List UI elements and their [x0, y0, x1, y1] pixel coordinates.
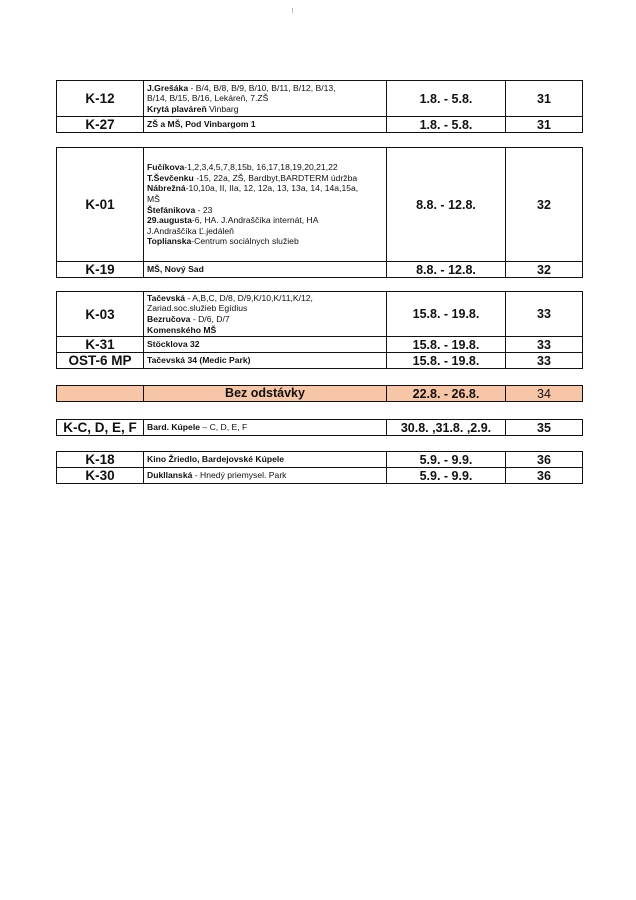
week-number: 32	[506, 262, 583, 278]
table-row	[57, 337, 583, 353]
location-line: Toplianska-Centrum sociálnych služieb	[147, 236, 299, 247]
week-number: 34	[506, 386, 583, 402]
location-line: Fučíkova-1,2,3,4,5,7,8,15b, 16,17,18,19,20,21,22	[147, 162, 338, 173]
circuit-code: K-31	[57, 337, 144, 353]
location-line: Krytá plaváreň Vinbarg	[147, 103, 239, 114]
outage-dates: 22.8. - 26.8.	[387, 386, 506, 402]
circuit-code: K-27	[57, 117, 144, 133]
schedule-group-week-31	[56, 80, 583, 133]
location-line: J.Grešáka - B/4, B/8, B/9, B/10, B/11, B/12, B/13,	[147, 82, 336, 93]
week-number: 32	[506, 148, 583, 262]
location-line: MŠ	[147, 193, 160, 204]
outage-dates: 5.9. - 9.9.	[387, 452, 506, 468]
table-row-no-outage	[57, 386, 583, 402]
location-list	[144, 468, 387, 484]
location-line: Bard. Kúpele – C, D, E, F	[147, 422, 248, 433]
week-number: 35	[506, 420, 583, 436]
outage-dates: 8.8. - 12.8.	[387, 262, 506, 278]
schedule-group-week-34	[56, 385, 583, 402]
table-row	[57, 117, 583, 133]
table-row	[57, 353, 583, 369]
location-list	[144, 353, 387, 369]
circuit-code: K-12	[57, 81, 144, 117]
location-line: Štefánikova - 23	[147, 204, 213, 215]
location-line: Bezručova - D/6, D/7	[147, 314, 230, 324]
location-line: ZŠ a MŠ, Pod Vinbargom 1	[147, 119, 256, 130]
location-line: MŠ, Nový Sad	[147, 264, 204, 275]
week-number: 33	[506, 337, 583, 353]
circuit-code: K-01	[57, 148, 144, 262]
outage-dates: 15.8. - 19.8.	[387, 353, 506, 369]
location-line: J.Andraščíka Ľ.jedáleň	[147, 225, 234, 236]
table-row	[57, 468, 583, 484]
location-line: B/14, B/15, B/16, Lekáreň, 7.ZŠ	[147, 93, 269, 104]
table-row	[57, 148, 583, 262]
location-line: Zariad.soc.služieb Egídius	[147, 303, 248, 314]
circuit-code: K-03	[57, 292, 144, 337]
location-list	[144, 337, 387, 353]
location-list	[144, 81, 387, 117]
outage-dates: 8.8. - 12.8.	[387, 148, 506, 262]
outage-dates: 1.8. - 5.8.	[387, 81, 506, 117]
circuit-code: K-19	[57, 262, 144, 278]
outage-dates: 15.8. - 19.8.	[387, 337, 506, 353]
location-line: Dukllanská - Hnedý priemysel. Park	[147, 470, 287, 481]
outage-dates: 30.8. ,31.8. ,2.9.	[387, 420, 506, 436]
schedule-group-week-32	[56, 147, 583, 278]
location-list	[144, 292, 387, 337]
location-line: 29.augusta-6, HA. J.Andraščíka internát, HA	[147, 215, 319, 226]
table-row	[57, 452, 583, 468]
location-line: Stöcklova 32	[147, 339, 200, 350]
outage-dates: 5.9. - 9.9.	[387, 468, 506, 484]
week-number: 36	[506, 452, 583, 468]
circuit-code: K-C, D, E, F	[57, 420, 144, 436]
table-row	[57, 81, 583, 117]
week-number: 33	[506, 292, 583, 337]
week-number: 31	[506, 117, 583, 133]
location-list	[144, 262, 387, 278]
outage-dates: 1.8. - 5.8.	[387, 117, 506, 133]
table-row	[57, 420, 583, 436]
no-outage-label: Bez odstávky	[144, 386, 387, 402]
schedule-group-week-36	[56, 451, 583, 484]
location-line: Komenského MŠ	[147, 324, 217, 335]
location-list	[144, 420, 387, 436]
table-row	[57, 262, 583, 278]
empty-cell	[57, 386, 144, 402]
location-line: Kino Žriedlo, Bardejovské Kúpele	[147, 454, 285, 465]
outage-dates: 15.8. - 19.8.	[387, 292, 506, 337]
week-number: 36	[506, 468, 583, 484]
location-line: Nábrežná-10,10a, II, IIa, 12, 12a, 13, 13a, 14, 14a,15a,	[147, 183, 359, 194]
circuit-code: K-18	[57, 452, 144, 468]
location-line: Tačevská - A,B,C, D/8, D/9,K/10,K/11,K/12,	[147, 292, 313, 303]
location-list	[144, 148, 387, 262]
location-line: Tačevská 34 (Medic Park)	[147, 355, 251, 366]
location-list	[144, 452, 387, 468]
circuit-code: OST-6 MP	[57, 353, 144, 369]
scan-mark	[292, 8, 293, 13]
circuit-code: K-30	[57, 468, 144, 484]
schedule-group-week-33	[56, 291, 583, 369]
schedule-group-week-35	[56, 419, 583, 436]
location-list	[144, 117, 387, 133]
location-line: T.Ševčenku -15, 22a, ZŠ, Bardbyt,BARDTERM údržba	[147, 172, 358, 183]
week-number: 33	[506, 353, 583, 369]
week-number: 31	[506, 81, 583, 117]
table-row	[57, 292, 583, 337]
